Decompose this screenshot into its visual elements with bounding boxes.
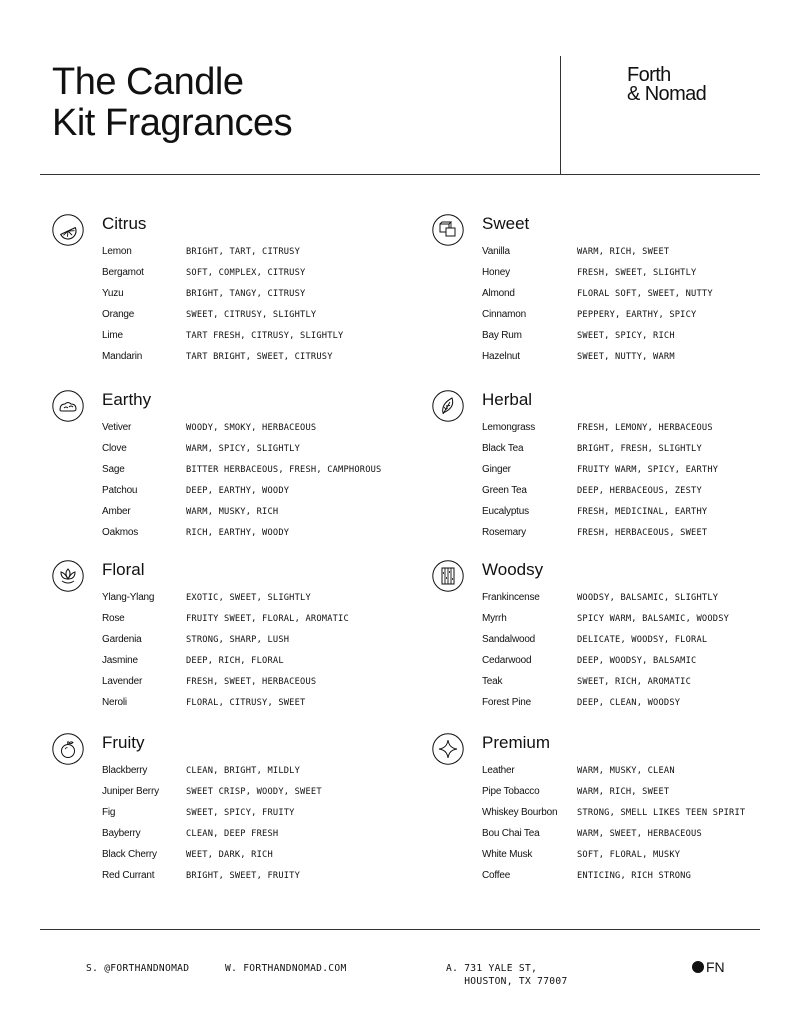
fragrance-description: DEEP, HERBACEOUS, ZESTY [577, 486, 702, 496]
fragrance-description: DEEP, WOODSY, BALSAMIC [577, 656, 697, 666]
fragrance-description: DEEP, EARTHY, WOODY [186, 486, 290, 496]
fragrance-name: Pipe Tobacco [482, 786, 540, 797]
section-title: Earthy [102, 390, 152, 409]
fragrance-description: DEEP, CLEAN, WOODSY [577, 698, 681, 708]
fragrance-name: Myrrh [482, 613, 507, 624]
fragrance-description: FLORAL SOFT, SWEET, NUTTY [577, 289, 713, 299]
fragrance-name: Oakmos [102, 527, 139, 538]
fragrance-description: PEPPERY, EARTHY, SPICY [577, 310, 697, 320]
fragrance-name: Bou Chai Tea [482, 828, 540, 839]
fragrance-description: WARM, SWEET, HERBACEOUS [577, 829, 702, 839]
fragrance-description: FRESH, SWEET, SLIGHTLY [577, 268, 697, 278]
fragrance-description: BRIGHT, TART, CITRUSY [186, 247, 301, 257]
fragrance-name: Leather [482, 765, 515, 776]
fragrance-name: Clove [102, 443, 127, 454]
wood-planks-icon [432, 560, 464, 592]
fragrance-name: Lime [102, 330, 123, 341]
fragrance-name: Coffee [482, 870, 511, 881]
brand-logo-line-1: Forth [627, 64, 671, 86]
fragrance-description: SWEET, CITRUSY, SLIGHTLY [186, 310, 317, 320]
fragrance-name: Cedarwood [482, 655, 532, 666]
header-divider [40, 174, 760, 175]
section-title: Herbal [482, 390, 533, 409]
fragrance-description: FRESH, LEMONY, HERBACEOUS [577, 423, 713, 433]
footer-address [446, 962, 568, 988]
fragrance-description: SWEET, NUTTY, WARM [577, 352, 675, 362]
fragrance-name: Forest Pine [482, 697, 531, 708]
fragrance-description: FLORAL, CITRUSY, SWEET [186, 698, 306, 708]
fragrance-name: Lavender [102, 676, 143, 687]
fragrance-name: Mandarin [102, 351, 143, 362]
lotus-flower-icon [52, 560, 84, 592]
fragrance-description: EXOTIC, SWEET, SLIGHTLY [186, 593, 311, 603]
fragrance-description: FRESH, HERBACEOUS, SWEET [577, 528, 708, 538]
fragrance-description: FRUITY SWEET, FLORAL, AROMATIC [186, 614, 349, 624]
fragrance-name: Neroli [102, 697, 127, 708]
section-title: Woodsy [482, 560, 544, 579]
fragrance-description: CLEAN, BRIGHT, MILDLY [186, 766, 301, 776]
fragrance-description: BRIGHT, TANGY, CITRUSY [186, 289, 306, 299]
fragrance-name: Orange [102, 309, 135, 320]
citrus-slice-icon [52, 214, 84, 246]
fragrance-description: SPICY WARM, BALSAMIC, WOODSY [577, 614, 730, 624]
fragrance-description: TART FRESH, CITRUSY, SLIGHTLY [186, 331, 344, 341]
peach-icon [52, 733, 84, 765]
page-title-line-2: Kit Fragrances [52, 102, 293, 144]
fragrance-name: Fig [102, 807, 116, 818]
stones-icon [52, 390, 84, 422]
fragrance-name: Cinnamon [482, 309, 526, 320]
fragrance-description: SWEET CRISP, WOODY, SWEET [186, 787, 322, 797]
fragrance-description: WOODY, SMOKY, HERBACEOUS [186, 423, 317, 433]
fragrance-name: Black Cherry [102, 849, 157, 860]
fragrance-name: Lemongrass [482, 422, 536, 433]
fragrance-name: Bayberry [102, 828, 141, 839]
fragrance-name: Vanilla [482, 246, 510, 257]
sparkle-icon [432, 733, 464, 765]
fragrance-description: FRESH, SWEET, HERBACEOUS [186, 677, 317, 687]
brand-logo-line-2: & Nomad [627, 83, 707, 105]
fragrance-name: Patchou [102, 485, 138, 496]
fragrance-name: Jasmine [102, 655, 138, 666]
fragrance-description: WARM, RICH, SWEET [577, 787, 670, 797]
fragrance-description: STRONG, SHARP, LUSH [186, 635, 290, 645]
fragrance-name: Rose [102, 613, 125, 624]
fragrance-name: Juniper Berry [102, 786, 159, 797]
footer-website: W. FORTHANDNOMAD.COM [225, 963, 347, 974]
fragrance-description: WOODSY, BALSAMIC, SLIGHTLY [577, 593, 719, 603]
fragrance-description: FRESH, MEDICINAL, EARTHY [577, 507, 708, 517]
fragrance-description: TART BRIGHT, SWEET, CITRUSY [186, 352, 333, 362]
fragrance-name: Bergamot [102, 267, 144, 278]
fragrance-name: Black Tea [482, 443, 524, 454]
footer-address-line-1: A. 731 YALE ST, [446, 963, 538, 974]
fragrance-description: SOFT, FLORAL, MUSKY [577, 850, 681, 860]
fragrance-name: Green Tea [482, 485, 527, 496]
fragrance-name: Yuzu [102, 288, 124, 299]
footer-logo-text: FN [706, 959, 725, 975]
fragrance-name: Blackberry [102, 765, 148, 776]
fragrance-name: Eucalyptus [482, 506, 529, 517]
fragrance-name: Teak [482, 676, 503, 687]
section-title: Fruity [102, 733, 145, 752]
fragrance-name: Vetiver [102, 422, 132, 433]
fragrance-name: Honey [482, 267, 510, 278]
fragrance-description: BRIGHT, FRESH, SLIGHTLY [577, 444, 702, 454]
leaf-icon [432, 390, 464, 422]
section-title: Citrus [102, 214, 147, 233]
fragrance-description: SOFT, COMPLEX, CITRUSY [186, 268, 306, 278]
footer-logo [692, 960, 725, 974]
section-title: Floral [102, 560, 145, 579]
footer-address-line-2: HOUSTON, TX 77007 [446, 976, 568, 987]
section-title: Sweet [482, 214, 530, 233]
fragrance-name: Red Currant [102, 870, 155, 881]
fragrance-description: DEEP, RICH, FLORAL [186, 656, 284, 666]
fragrance-name: Amber [102, 506, 131, 517]
fragrance-name: Sandalwood [482, 634, 536, 645]
brand-logo [627, 66, 706, 104]
fragrance-description: SWEET, SPICY, RICH [577, 331, 675, 341]
fragrance-description: SWEET, SPICY, FRUITY [186, 808, 295, 818]
section-title: Premium [482, 733, 551, 752]
page-title [52, 62, 292, 144]
fragrance-name: Whiskey Bourbon [482, 807, 558, 818]
fragrance-name: Bay Rum [482, 330, 522, 341]
fragrance-name: Ylang-Ylang [102, 592, 155, 603]
fragrance-name: Ginger [482, 464, 511, 475]
fragrance-description: WEET, DARK, RICH [186, 850, 273, 860]
fragrance-description: WARM, MUSKY, CLEAN [577, 766, 675, 776]
logo-dot-icon [692, 961, 704, 973]
footer-divider [40, 929, 760, 930]
sugar-cubes-icon [432, 214, 464, 246]
fragrance-description: DELICATE, WOODSY, FLORAL [577, 635, 708, 645]
fragrance-description: WARM, SPICY, SLIGHTLY [186, 444, 301, 454]
fragrance-description: SWEET, RICH, AROMATIC [577, 677, 692, 687]
fragrance-description: WARM, RICH, SWEET [577, 247, 670, 257]
fragrance-name: Sage [102, 464, 125, 475]
footer-social: S. @FORTHANDNOMAD [86, 963, 190, 974]
fragrance-description: CLEAN, DEEP FRESH [186, 829, 279, 839]
fragrance-name: Hazelnut [482, 351, 520, 362]
fragrance-name: Frankincense [482, 592, 540, 603]
fragrance-name: White Musk [482, 849, 533, 860]
fragrance-description: STRONG, SMELL LIKES TEEN SPIRIT [577, 808, 746, 818]
fragrance-name: Lemon [102, 246, 132, 257]
fragrance-description: RICH, EARTHY, WOODY [186, 528, 290, 538]
fragrance-description: BITTER HERBACEOUS, FRESH, CAMPHOROUS [186, 465, 382, 475]
fragrance-description: FRUITY WARM, SPICY, EARTHY [577, 465, 719, 475]
header-vertical-divider [560, 56, 561, 174]
page-title-line-1: The Candle [52, 61, 244, 103]
fragrance-name: Almond [482, 288, 515, 299]
fragrance-description: ENTICING, RICH STRONG [577, 871, 692, 881]
fragrance-description: BRIGHT, SWEET, FRUITY [186, 871, 301, 881]
fragrance-description: WARM, MUSKY, RICH [186, 507, 279, 517]
fragrance-name: Rosemary [482, 527, 526, 538]
fragrance-name: Gardenia [102, 634, 142, 645]
